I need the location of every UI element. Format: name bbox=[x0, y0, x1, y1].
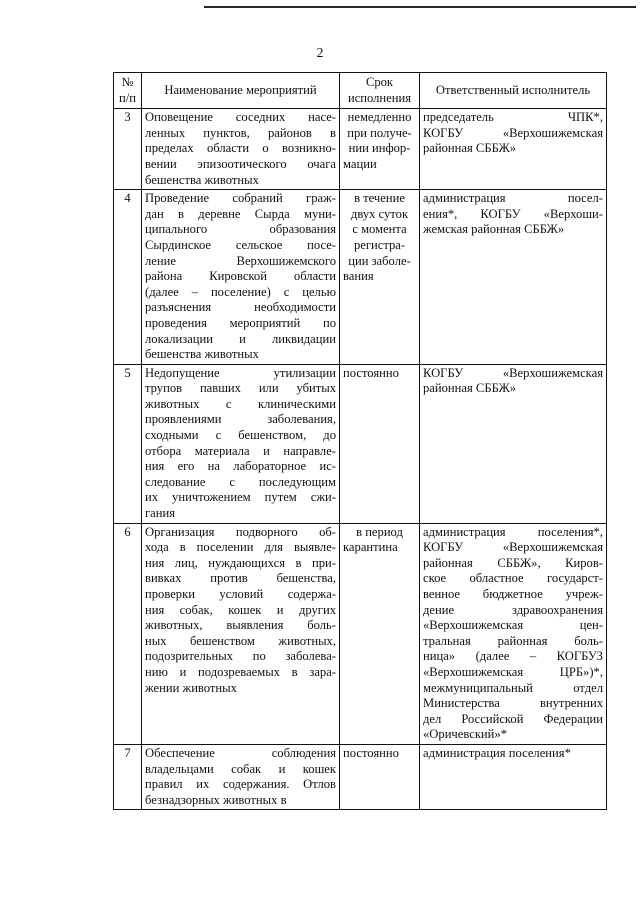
responsible-executor bbox=[420, 744, 607, 809]
measure-name-line: проявлениями заболевания, bbox=[145, 412, 336, 427]
measure-name bbox=[142, 744, 340, 809]
execution-term bbox=[340, 190, 420, 365]
measure-name-line: трупов павших или убитых bbox=[145, 381, 336, 396]
execution-term-line: регистра- bbox=[353, 237, 406, 252]
measure-name-line: ление Верхошижемского bbox=[145, 253, 336, 268]
execution-term-line: в период bbox=[356, 524, 403, 539]
execution-term-line: при получе- bbox=[347, 125, 412, 140]
execution-term-line: ции заболе- bbox=[348, 253, 411, 268]
header-num bbox=[114, 73, 142, 109]
row-number: 3 bbox=[114, 109, 142, 190]
execution-term-line: в течение bbox=[354, 191, 405, 206]
responsible-executor-line: венное бюджетное учреж- bbox=[423, 587, 603, 601]
responsible-executor-line: «Верхошижемская ЦРБ»)*, bbox=[423, 664, 603, 679]
responsible-executor-line: КОГБУ «Верхошижемская bbox=[423, 365, 603, 380]
measure-name-line: животных, выявления боль- bbox=[145, 618, 336, 633]
responsible-executor bbox=[420, 190, 607, 365]
measure-name-line: локализации и ликвидации bbox=[145, 331, 336, 346]
responsible-executor-line: Министерства внутренних bbox=[423, 696, 603, 711]
execution-term-line: немедленно bbox=[347, 110, 412, 125]
measure-name-line: сходными с бешенством, до bbox=[145, 428, 336, 443]
measure-name-line: проверки условий содержа- bbox=[145, 587, 336, 601]
measures-table bbox=[113, 72, 607, 810]
responsible-executor-line: КОГБУ «Верхошижемская bbox=[423, 125, 603, 140]
execution-term-line: с момента bbox=[352, 222, 407, 237]
header-resp-line: Ответственный bbox=[435, 82, 519, 97]
measure-name-line: гания bbox=[145, 506, 176, 521]
responsible-executor bbox=[420, 364, 607, 523]
measure-name-line: ленных пунктов, районов в bbox=[145, 125, 336, 140]
execution-term-line: нии инфор- bbox=[348, 141, 411, 156]
responsible-executor-line: «Оричевский»* bbox=[423, 727, 508, 742]
execution-term-line: карантина bbox=[343, 540, 398, 555]
header-num-line: п/п bbox=[119, 90, 136, 105]
table-row bbox=[114, 109, 607, 190]
execution-term-line: двух суток bbox=[350, 206, 409, 221]
header-term bbox=[340, 73, 420, 109]
responsible-executor-line: межмуниципальный отдел bbox=[423, 680, 603, 695]
execution-term bbox=[340, 523, 420, 744]
row-number: 5 bbox=[114, 364, 142, 523]
header-resp-line: исполнитель bbox=[522, 82, 591, 97]
measure-name-line: животных с клиническими bbox=[145, 396, 336, 411]
responsible-executor-line: администрация поселения* bbox=[423, 745, 571, 760]
execution-term bbox=[340, 744, 420, 809]
measure-name-line: ния лиц, нуждающихся в при- bbox=[145, 555, 336, 570]
measure-name-line: нию и подозреваемых в зара- bbox=[145, 664, 336, 679]
measure-name-line: жении животных bbox=[145, 680, 237, 695]
measure-name-line: правил их содержания. Отлов bbox=[145, 777, 336, 792]
measure-name-line: отбора материала и направле- bbox=[145, 443, 336, 458]
measure-name-line: вивках против бешенства, bbox=[145, 571, 336, 586]
measure-name-line: дан в деревне Сырда муни- bbox=[145, 206, 336, 221]
measure-name-line: проведения мероприятий по bbox=[145, 315, 336, 330]
responsible-executor-line: «Верхошижемская цен- bbox=[423, 618, 603, 633]
measure-name bbox=[142, 109, 340, 190]
row-number: 6 bbox=[114, 523, 142, 744]
table-row bbox=[114, 190, 607, 365]
execution-term bbox=[340, 364, 420, 523]
responsible-executor-line: ское областное государст- bbox=[423, 571, 603, 586]
execution-term-line: вания bbox=[343, 269, 374, 284]
measure-name-line: Оповещение соседних насе- bbox=[145, 110, 336, 125]
measure-name-line: бешенства животных bbox=[145, 347, 259, 362]
measure-name-line: ципального образования bbox=[145, 222, 336, 237]
measure-name bbox=[142, 364, 340, 523]
responsible-executor-line: дение здравоохранения bbox=[423, 602, 603, 617]
measure-name-line: владельцами собак и кошек bbox=[145, 761, 336, 776]
measure-name-line: Проведение собраний граж- bbox=[145, 191, 336, 206]
execution-term-line: постоянно bbox=[343, 745, 399, 760]
responsible-executor-line: администрация поселения*, bbox=[423, 524, 603, 539]
responsible-executor-line: ения*, КОГБУ «Верхоши- bbox=[423, 206, 603, 221]
measure-name-line: ния собак, кошек и других bbox=[145, 602, 336, 617]
measure-name-line: Обеспечение соблюдения bbox=[145, 745, 336, 760]
table-header-row bbox=[114, 73, 607, 109]
measure-name-line: подозрительных по заболева- bbox=[145, 649, 336, 664]
responsible-executor-line: КОГБУ «Верхошижемская bbox=[423, 540, 603, 555]
header-term-line: Срок bbox=[365, 75, 394, 89]
responsible-executor-line: районная СББЖ» bbox=[423, 381, 517, 396]
header-name: Наименование мероприятий bbox=[142, 73, 340, 109]
execution-term-line: мации bbox=[343, 156, 377, 171]
row-number: 4 bbox=[114, 190, 142, 365]
measure-name-line: вении эпизоотического очага bbox=[145, 156, 336, 171]
execution-term-line: постоянно bbox=[343, 365, 399, 380]
measure-name-line: района Кировской области bbox=[145, 269, 336, 284]
table-row bbox=[114, 523, 607, 744]
table-body bbox=[114, 109, 607, 810]
responsible-executor-line: районная СББЖ», Киров- bbox=[423, 555, 603, 570]
responsible-executor-line: председатель ЧПК*, bbox=[423, 110, 603, 125]
measure-name-line: следование с последующим bbox=[145, 474, 336, 489]
scan-artifact-line bbox=[204, 6, 636, 8]
responsible-executor-line: ница» (далее – КОГБУЗ bbox=[423, 649, 603, 664]
measure-name-line: Недопущение утилизации bbox=[145, 365, 336, 380]
measure-name-line: бешенства животных bbox=[145, 172, 259, 187]
header-num-line: № bbox=[121, 75, 134, 89]
responsible-executor-line: дел Российской Федерации bbox=[423, 711, 603, 726]
measure-name-line: их уничтожением путем сжи- bbox=[145, 490, 336, 505]
measure-name bbox=[142, 523, 340, 744]
page-number: 2 bbox=[316, 46, 324, 61]
responsible-executor-line: жемская районная СББЖ» bbox=[423, 222, 565, 237]
measure-name bbox=[142, 190, 340, 365]
measure-name-line: безнадзорных животных в bbox=[145, 792, 287, 807]
execution-term bbox=[340, 109, 420, 190]
responsible-executor-line: районная СББЖ» bbox=[423, 141, 517, 156]
header-resp bbox=[420, 73, 607, 109]
responsible-executor bbox=[420, 109, 607, 190]
measure-name-line: хода в поселении для выявле- bbox=[145, 540, 336, 555]
measure-name-line: Сырдинское сельское посе- bbox=[145, 237, 336, 252]
responsible-executor-line: тральная районная боль- bbox=[423, 633, 603, 648]
table-row bbox=[114, 744, 607, 809]
measure-name-line: ных бешенством животных, bbox=[145, 633, 336, 648]
table-row bbox=[114, 364, 607, 523]
measure-name-line: (далее – поселение) с целью bbox=[145, 284, 336, 299]
measure-name-line: ния его на лабораторное ис- bbox=[145, 459, 336, 474]
measure-name-line: разъяснения необходимости bbox=[145, 300, 336, 315]
header-term-line: исполнения bbox=[347, 90, 412, 105]
responsible-executor bbox=[420, 523, 607, 744]
responsible-executor-line: администрация посел- bbox=[423, 191, 603, 206]
measure-name-line: пределах области о возникно- bbox=[145, 141, 336, 156]
row-number: 7 bbox=[114, 744, 142, 809]
measure-name-line: Организация подворного об- bbox=[145, 524, 336, 539]
